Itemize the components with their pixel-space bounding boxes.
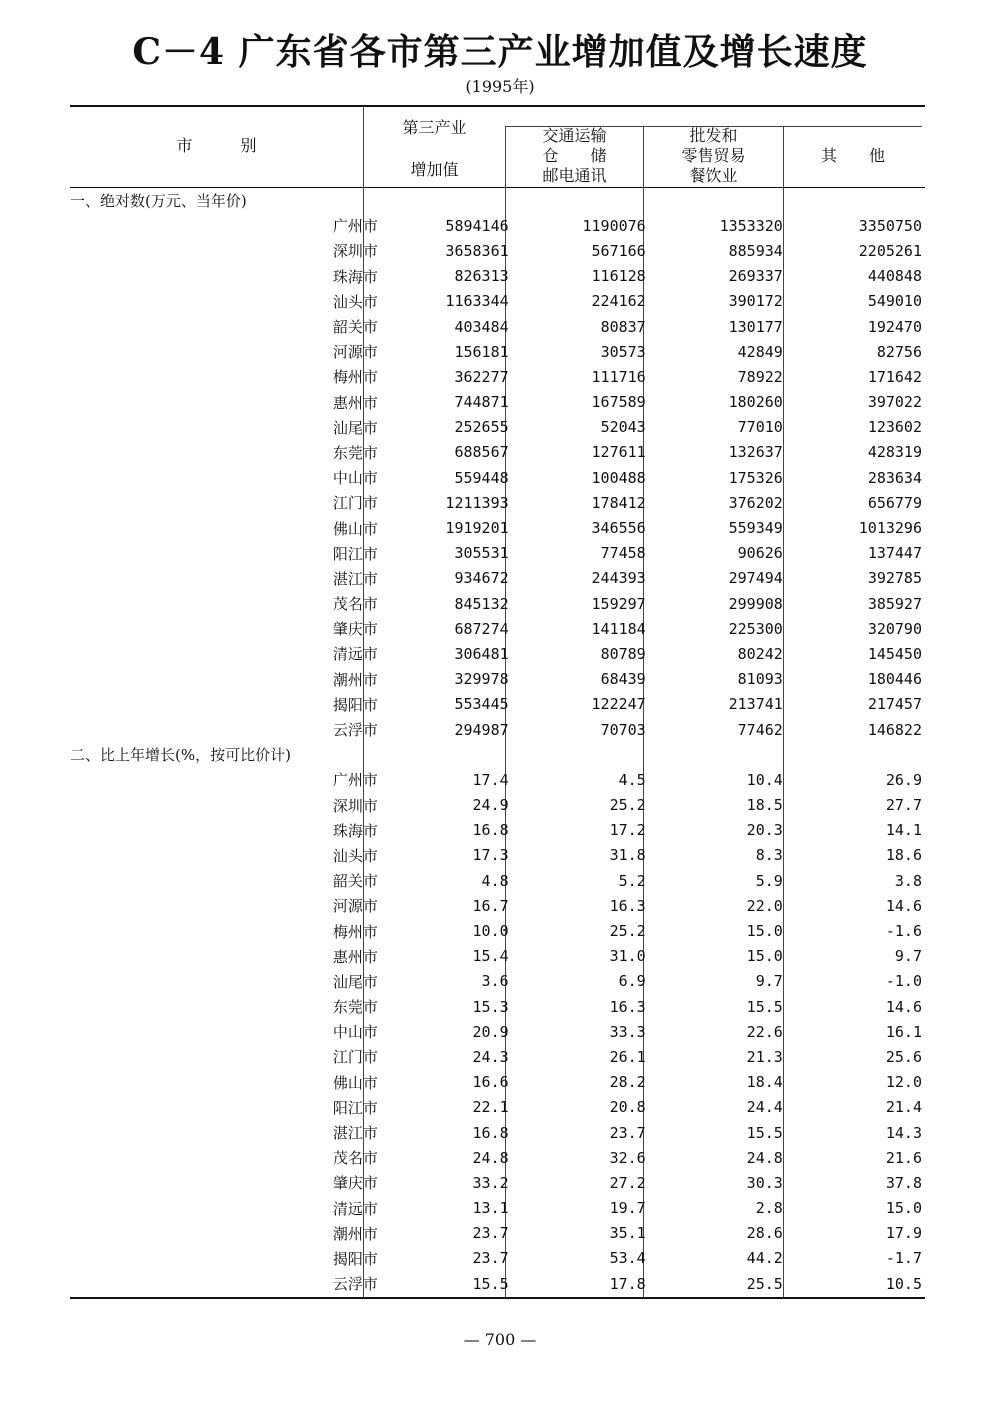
- city-name: 阳江市: [332, 544, 378, 563]
- transport-value: 20.8: [609, 1098, 646, 1117]
- table-row: [70, 893, 922, 918]
- table-row: [70, 264, 922, 289]
- city-name: 茂名市: [332, 1149, 378, 1168]
- other-value: 14.1: [885, 821, 922, 840]
- tertiary-value: 13.1: [472, 1199, 509, 1218]
- other-value: 25.6: [885, 1047, 922, 1066]
- trade-value: 175326: [728, 468, 783, 487]
- tertiary-value: 1163344: [445, 292, 509, 311]
- transport-value: 16.3: [609, 997, 646, 1016]
- trade-value: 18.5: [746, 796, 783, 815]
- other-value: 385927: [867, 594, 922, 613]
- table-row: [70, 415, 922, 440]
- trade-value: 15.0: [746, 922, 783, 941]
- page-number: — 700 —: [463, 1330, 537, 1349]
- city-name: 珠海市: [332, 821, 378, 840]
- transport-value: 122247: [591, 695, 646, 714]
- city-name: 东莞市: [332, 998, 378, 1017]
- trade-value: 25.5: [746, 1274, 783, 1293]
- table-row: [70, 1271, 922, 1296]
- city-name: 佛山市: [332, 519, 378, 538]
- other-value: 397022: [867, 393, 922, 412]
- city-name: 韶关市: [332, 318, 378, 337]
- table-row: [70, 918, 922, 943]
- transport-value: 17.8: [609, 1274, 646, 1293]
- city-name: 河源市: [332, 343, 378, 362]
- other-value: 37.8: [885, 1173, 922, 1192]
- city-name: 江门市: [332, 1048, 378, 1067]
- transport-value: 4.5: [618, 770, 646, 789]
- trade-value: 130177: [728, 317, 783, 336]
- city-name: 清远市: [332, 1199, 378, 1218]
- tertiary-value: 1211393: [445, 493, 509, 512]
- tertiary-value: 553445: [454, 695, 509, 714]
- transport-value: 567166: [591, 241, 646, 260]
- table-row: [70, 692, 922, 717]
- other-value: -1.7: [885, 1249, 922, 1268]
- section-row: [70, 742, 922, 767]
- city-name: 湛江市: [332, 1124, 378, 1143]
- tertiary-value: 16.8: [472, 1123, 509, 1142]
- tertiary-value: 15.5: [472, 1274, 509, 1293]
- transport-value: 80837: [600, 317, 646, 336]
- trade-value: 15.0: [746, 947, 783, 966]
- header-other: 其 他: [820, 146, 885, 165]
- table-row: [70, 944, 922, 969]
- tertiary-value: 688567: [454, 443, 509, 462]
- transport-value: 68439: [600, 670, 646, 689]
- tertiary-value: 17.3: [472, 846, 509, 865]
- page-title: C－4 广东省各市第三产业增加值及增长速度: [132, 31, 868, 73]
- city-name: 中山市: [332, 1023, 378, 1042]
- section-label: 一、绝对数(万元、当年价): [70, 192, 247, 211]
- city-name: 云浮市: [332, 721, 378, 740]
- table-row: [70, 390, 922, 415]
- table-row: [70, 843, 922, 868]
- tertiary-value: 20.9: [472, 1022, 509, 1041]
- city-name: 肇庆市: [332, 1174, 378, 1193]
- city-name: 汕头市: [332, 846, 378, 865]
- trade-value: 5.9: [755, 871, 783, 890]
- table-row: [70, 515, 922, 540]
- tertiary-value: 4.8: [481, 871, 509, 890]
- transport-value: 35.1: [609, 1224, 646, 1243]
- transport-value: 32.6: [609, 1148, 646, 1167]
- transport-value: 28.2: [609, 1073, 646, 1092]
- table-row: [70, 1019, 922, 1044]
- transport-value: 70703: [600, 720, 646, 739]
- trade-value: 15.5: [746, 997, 783, 1016]
- table-row: [70, 767, 922, 792]
- table-row: [70, 440, 922, 465]
- tertiary-value: 559448: [454, 468, 509, 487]
- data-table: [70, 188, 922, 1296]
- other-value: 17.9: [885, 1224, 922, 1243]
- tertiary-value: 16.8: [472, 821, 509, 840]
- tertiary-value: 23.7: [472, 1224, 509, 1243]
- trade-value: 10.4: [746, 770, 783, 789]
- table-row: [70, 591, 922, 616]
- city-name: 深圳市: [332, 796, 378, 815]
- transport-value: 26.1: [609, 1047, 646, 1066]
- trade-value: 8.3: [755, 846, 783, 865]
- tertiary-value: 24.9: [472, 796, 509, 815]
- tertiary-value: 22.1: [472, 1098, 509, 1117]
- other-value: 9.7: [894, 947, 922, 966]
- table-row: [70, 1246, 922, 1271]
- city-name: 阳江市: [332, 1098, 378, 1117]
- tertiary-value: 15.3: [472, 997, 509, 1016]
- trade-value: 44.2: [746, 1249, 783, 1268]
- table-row: [70, 1070, 922, 1095]
- other-value: 16.1: [885, 1022, 922, 1041]
- other-value: 14.6: [885, 896, 922, 915]
- trade-value: 213741: [728, 695, 783, 714]
- transport-value: 127611: [591, 443, 646, 462]
- transport-value: 178412: [591, 493, 646, 512]
- transport-value: 53.4: [609, 1249, 646, 1268]
- header-trade: 批发和 零售贸易 餐饮业: [681, 126, 746, 185]
- table-row: [70, 1170, 922, 1195]
- trade-value: 297494: [728, 569, 783, 588]
- city-name: 河源市: [332, 897, 378, 916]
- table-row: [70, 213, 922, 238]
- transport-value: 6.9: [618, 972, 646, 991]
- header-transport: 交通运输 仓 储 邮电通讯: [542, 126, 607, 185]
- section-label: 二、比上年增长(%，按可比价计): [70, 746, 291, 765]
- table-row: [70, 616, 922, 641]
- tertiary-value: 15.4: [472, 947, 509, 966]
- tertiary-value: 845132: [454, 594, 509, 613]
- tertiary-value: 16.7: [472, 896, 509, 915]
- city-name: 惠州市: [332, 947, 378, 966]
- tertiary-value: 403484: [454, 317, 509, 336]
- header-city: 市 别: [176, 136, 257, 155]
- table-row: [70, 1196, 922, 1221]
- other-value: 12.0: [885, 1073, 922, 1092]
- transport-value: 25.2: [609, 796, 646, 815]
- transport-value: 77458: [600, 544, 646, 563]
- table-row: [70, 793, 922, 818]
- transport-value: 19.7: [609, 1199, 646, 1218]
- transport-value: 100488: [591, 468, 646, 487]
- trade-value: 559349: [728, 519, 783, 538]
- trade-value: 24.8: [746, 1148, 783, 1167]
- other-value: 10.5: [885, 1274, 922, 1293]
- other-value: 180446: [867, 670, 922, 689]
- city-name: 汕头市: [332, 292, 378, 311]
- trade-value: 2.8: [755, 1199, 783, 1218]
- trade-value: 77462: [737, 720, 783, 739]
- table-row: [70, 490, 922, 515]
- other-value: 3.8: [894, 871, 922, 890]
- city-name: 中山市: [332, 469, 378, 488]
- city-name: 梅州市: [332, 368, 378, 387]
- trade-value: 77010: [737, 418, 783, 437]
- city-name: 江门市: [332, 494, 378, 513]
- city-name: 汕尾市: [332, 418, 378, 437]
- trade-value: 390172: [728, 292, 783, 311]
- city-name: 韶关市: [332, 872, 378, 891]
- city-name: 湛江市: [332, 569, 378, 588]
- transport-value: 5.2: [618, 871, 646, 890]
- tertiary-value: 1919201: [445, 519, 509, 538]
- table-row: [70, 868, 922, 893]
- tertiary-value: 10.0: [472, 922, 509, 941]
- trade-value: 9.7: [755, 972, 783, 991]
- trade-value: 376202: [728, 493, 783, 512]
- tertiary-value: 934672: [454, 569, 509, 588]
- trade-value: 90626: [737, 544, 783, 563]
- table-row: [70, 818, 922, 843]
- other-value: 123602: [867, 418, 922, 437]
- other-value: 440848: [867, 267, 922, 286]
- other-value: 283634: [867, 468, 922, 487]
- transport-value: 16.3: [609, 896, 646, 915]
- trade-value: 15.5: [746, 1123, 783, 1142]
- transport-value: 224162: [591, 292, 646, 311]
- other-value: 171642: [867, 367, 922, 386]
- transport-value: 31.8: [609, 846, 646, 865]
- tertiary-value: 17.4: [472, 770, 509, 789]
- city-name: 广州市: [332, 771, 378, 790]
- tertiary-value: 24.3: [472, 1047, 509, 1066]
- table-row: [70, 1120, 922, 1145]
- year-subtitle: (1995年): [465, 77, 535, 96]
- trade-value: 18.4: [746, 1073, 783, 1092]
- table-row: [70, 289, 922, 314]
- other-value: 18.6: [885, 846, 922, 865]
- bottom-rule: [70, 1297, 925, 1299]
- other-value: 27.7: [885, 796, 922, 815]
- top-rule: [70, 105, 925, 107]
- table-row: [70, 465, 922, 490]
- other-value: 1013296: [858, 519, 922, 538]
- trade-value: 225300: [728, 619, 783, 638]
- trade-value: 22.0: [746, 896, 783, 915]
- city-name: 惠州市: [332, 393, 378, 412]
- other-value: 21.4: [885, 1098, 922, 1117]
- tertiary-value: 306481: [454, 644, 509, 663]
- table-row: [70, 717, 922, 742]
- transport-value: 244393: [591, 569, 646, 588]
- transport-value: 25.2: [609, 922, 646, 941]
- trade-value: 20.3: [746, 821, 783, 840]
- trade-value: 180260: [728, 393, 783, 412]
- tertiary-value: 23.7: [472, 1249, 509, 1268]
- city-name: 东莞市: [332, 443, 378, 462]
- trade-value: 885934: [728, 241, 783, 260]
- other-value: 3350750: [858, 216, 922, 235]
- trade-value: 24.4: [746, 1098, 783, 1117]
- transport-value: 52043: [600, 418, 646, 437]
- city-name: 茂名市: [332, 595, 378, 614]
- transport-value: 141184: [591, 619, 646, 638]
- transport-value: 1190076: [582, 216, 646, 235]
- table-row: [70, 541, 922, 566]
- transport-value: 159297: [591, 594, 646, 613]
- tertiary-value: 305531: [454, 544, 509, 563]
- other-value: 14.3: [885, 1123, 922, 1142]
- tertiary-value: 744871: [454, 393, 509, 412]
- transport-value: 27.2: [609, 1173, 646, 1192]
- city-name: 梅州市: [332, 922, 378, 941]
- section-row: [70, 188, 922, 213]
- table-row: [70, 339, 922, 364]
- other-value: 320790: [867, 619, 922, 638]
- table-row: [70, 1044, 922, 1069]
- table-row: [70, 994, 922, 1019]
- table-row: [70, 969, 922, 994]
- transport-value: 167589: [591, 393, 646, 412]
- tertiary-value: 156181: [454, 342, 509, 361]
- other-value: 15.0: [885, 1199, 922, 1218]
- other-value: -1.0: [885, 972, 922, 991]
- tertiary-value: 294987: [454, 720, 509, 739]
- other-value: 192470: [867, 317, 922, 336]
- city-name: 汕尾市: [332, 972, 378, 991]
- other-value: 392785: [867, 569, 922, 588]
- table-row: [70, 641, 922, 666]
- other-value: 217457: [867, 695, 922, 714]
- transport-value: 23.7: [609, 1123, 646, 1142]
- city-name: 广州市: [332, 217, 378, 236]
- trade-value: 42849: [737, 342, 783, 361]
- trade-value: 21.3: [746, 1047, 783, 1066]
- tertiary-value: 33.2: [472, 1173, 509, 1192]
- trade-value: 299908: [728, 594, 783, 613]
- trade-value: 81093: [737, 670, 783, 689]
- transport-value: 80789: [600, 644, 646, 663]
- other-value: 145450: [867, 644, 922, 663]
- tertiary-value: 24.8: [472, 1148, 509, 1167]
- table-row: [70, 314, 922, 339]
- other-value: 428319: [867, 443, 922, 462]
- transport-value: 30573: [600, 342, 646, 361]
- city-name: 潮州市: [332, 1224, 378, 1243]
- city-name: 揭阳市: [332, 695, 378, 714]
- transport-value: 116128: [591, 267, 646, 286]
- other-value: 2205261: [858, 241, 922, 260]
- city-name: 肇庆市: [332, 620, 378, 639]
- other-value: 26.9: [885, 770, 922, 789]
- tertiary-value: 16.6: [472, 1073, 509, 1092]
- tertiary-value: 3658361: [445, 241, 509, 260]
- other-value: 656779: [867, 493, 922, 512]
- transport-value: 33.3: [609, 1022, 646, 1041]
- table-row: [70, 238, 922, 263]
- transport-value: 111716: [591, 367, 646, 386]
- transport-value: 31.0: [609, 947, 646, 966]
- tertiary-value: 362277: [454, 367, 509, 386]
- tertiary-value: 826313: [454, 267, 509, 286]
- city-name: 揭阳市: [332, 1249, 378, 1268]
- other-value: 137447: [867, 544, 922, 563]
- other-value: 146822: [867, 720, 922, 739]
- tertiary-value: 329978: [454, 670, 509, 689]
- city-name: 深圳市: [332, 242, 378, 261]
- other-value: 14.6: [885, 997, 922, 1016]
- city-name: 潮州市: [332, 670, 378, 689]
- header-tertiary: 第三产业 增加值: [402, 118, 467, 179]
- trade-value: 30.3: [746, 1173, 783, 1192]
- table-row: [70, 667, 922, 692]
- trade-value: 269337: [728, 267, 783, 286]
- table-row: [70, 1221, 922, 1246]
- trade-value: 132637: [728, 443, 783, 462]
- tertiary-value: 252655: [454, 418, 509, 437]
- city-name: 清远市: [332, 645, 378, 664]
- other-value: 549010: [867, 292, 922, 311]
- table-row: [70, 1095, 922, 1120]
- tertiary-value: 687274: [454, 619, 509, 638]
- table-row: [70, 566, 922, 591]
- city-name: 珠海市: [332, 267, 378, 286]
- city-name: 云浮市: [332, 1275, 378, 1294]
- trade-value: 78922: [737, 367, 783, 386]
- table-row: [70, 364, 922, 389]
- tertiary-value: 5894146: [445, 216, 509, 235]
- trade-value: 1353320: [719, 216, 783, 235]
- trade-value: 80242: [737, 644, 783, 663]
- transport-value: 17.2: [609, 821, 646, 840]
- tertiary-value: 3.6: [481, 972, 509, 991]
- city-name: 佛山市: [332, 1073, 378, 1092]
- table-row: [70, 1145, 922, 1170]
- other-value: -1.6: [885, 922, 922, 941]
- other-value: 21.6: [885, 1148, 922, 1167]
- transport-value: 346556: [591, 519, 646, 538]
- trade-value: 22.6: [746, 1022, 783, 1041]
- other-value: 82756: [876, 342, 922, 361]
- trade-value: 28.6: [746, 1224, 783, 1243]
